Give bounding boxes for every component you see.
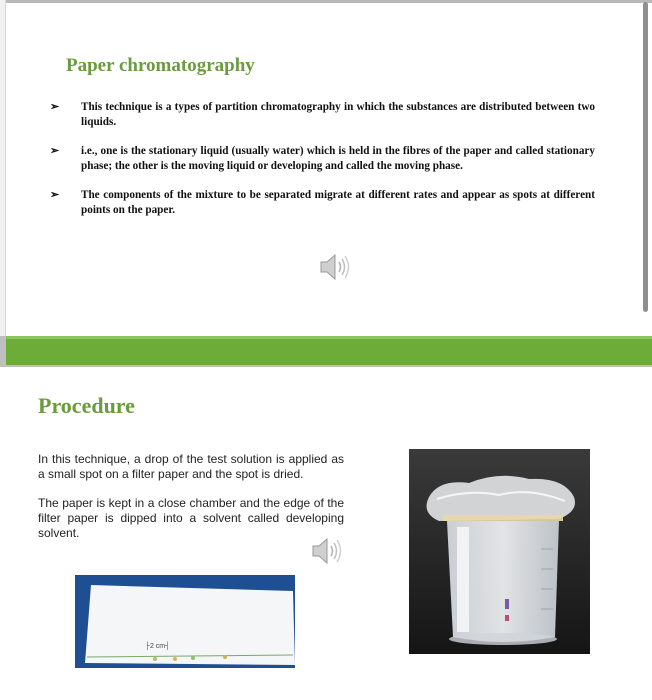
slide-separator-band	[6, 339, 652, 365]
bullet-item	[50, 100, 595, 130]
bullet-arrow-icon: ➢	[50, 101, 60, 113]
slide1-bullet-list	[50, 100, 595, 232]
procedure-paragraph: The paper is kept in a close chamber and the edge of the filter paper is dipped into a solvent called developing solvent.	[38, 496, 344, 540]
bullet-text: This technique is a types of partition chromatography in which the substances are distributed between two liquids.	[81, 101, 595, 128]
window-top-border	[0, 0, 652, 3]
slide-separator-highlight	[6, 336, 652, 339]
procedure-paragraph: In this technique, a drop of the test solution is applied as a small spot on a filter paper and the spot is dried.	[38, 452, 344, 481]
bullet-item	[50, 188, 595, 218]
bullet-item	[50, 144, 595, 174]
beaker-photo	[409, 449, 590, 654]
bullet-text: i.e., one is the stationary liquid (usually water) which is held in the fibres of the paper and called stationary phase; the other is the moving liquid or developing and called the moving phase.	[81, 145, 595, 172]
filter-paper-photo	[75, 575, 295, 668]
scrollbar-thumb[interactable]	[643, 2, 648, 312]
speaker-icon[interactable]	[318, 250, 358, 284]
paper-scale-label: ├2 cm┤	[145, 643, 171, 650]
bullet-arrow-icon: ➢	[50, 145, 60, 157]
slide2-title: Procedure	[38, 393, 135, 418]
bullet-text: The components of the mixture to be separated migrate at different rates and appear as spots at different points on the paper.	[81, 189, 595, 216]
speaker-icon[interactable]	[310, 534, 350, 568]
slide1-title: Paper chromatography	[66, 55, 255, 76]
page-left-edge	[0, 0, 6, 340]
bullet-arrow-icon: ➢	[50, 189, 60, 201]
